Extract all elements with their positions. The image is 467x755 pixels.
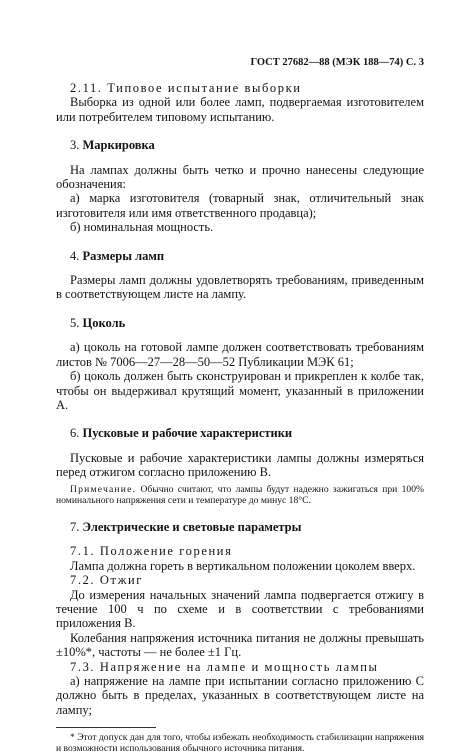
section-5-heading	[56, 316, 424, 330]
section-6-number: 6.	[70, 426, 80, 441]
section-4-number: 4.	[70, 248, 80, 263]
section-5-title: Цоколь	[82, 315, 126, 330]
section-7-3-title: 7.3. Напряжение на лампе и мощность лампы	[70, 659, 379, 674]
section-7-2-title: 7.2. Отжиг	[70, 573, 143, 588]
page-header: ГОСТ 27682—88 (МЭК 188—74) С. 3	[250, 57, 424, 68]
section-3-heading	[56, 138, 424, 152]
note-text: Обычно считают, что лампы будут надежно зажигаться при 100% номинального напряжения сети и температуре до минус 18°С.	[56, 483, 424, 506]
section-7-1-title: 7.1. Положение горения	[70, 544, 233, 559]
section-3-item-b: б) номинальная мощность.	[70, 220, 214, 235]
section-6-text: Пусковые и рабочие характеристики лампы должны измеряться перед отжигом согласно приложению В.	[56, 450, 424, 480]
footnote: * Этот допуск дан для того, чтобы избежать необходимость стабилизации напряжения и возможности использования обычного источника питания.	[56, 732, 424, 755]
note-label: Примечание.	[70, 483, 137, 495]
footnote-divider	[56, 727, 156, 728]
section-3-item-a: а) марка изготовителя (товарный знак, отличительный знак изготовителя или имя ответственного продавца);	[56, 191, 424, 220]
section-7-3-text: а) напряжение на лампе при испытании согласно приложению С должно быть в пределах, указанных в соответствующем листе на лампу;	[56, 674, 424, 717]
section-3-title: Маркировка	[82, 138, 155, 153]
section-2-11-title: 2.11. Типовое испытание выборки	[70, 81, 302, 95]
section-7-2-text-2: Колебания напряжения источника питания не должны превышать ±10%*, частоты — не более ±1 Гц.	[56, 630, 424, 660]
section-7-heading	[56, 520, 424, 534]
section-5-number: 5.	[70, 315, 80, 330]
section-4-title: Размеры ламп	[82, 248, 165, 263]
section-7-number: 7.	[70, 519, 80, 534]
section-5-item-b: б) цоколь должен быть сконструирован и прикреплен к колбе так, чтобы он выдерживал крутящий момент, указанный в приложении А.	[56, 369, 424, 412]
section-6-heading	[56, 426, 424, 440]
section-5-item-a: а) цоколь на готовой лампе должен соответствовать требованиям листов № 7006—27—28—50—52 Публикации МЭК 61;	[56, 340, 424, 369]
section-7-2-text-1: До измерения начальных значений лампа подвергается отжигу в течение 100 ч по схеме и в соответствии с требованиями приложения В.	[56, 587, 424, 631]
section-3-number: 3.	[70, 138, 80, 153]
section-6-note	[56, 484, 424, 506]
section-4-text: Размеры ламп должны удовлетворять требованиям, приведенным в соответствующем листе на лампу.	[56, 273, 424, 302]
section-6-title: Пусковые и рабочие характеристики	[82, 426, 293, 441]
section-7-1-text: Лампа должна гореть в вертикальном положении цоколем вверх.	[70, 558, 416, 573]
section-3-intro: На лампах должны быть четко и прочно нанесены следующие обозначения:	[56, 162, 424, 192]
section-2-11-text: Выборка из одной или более ламп, подвергаемая изготовителем или потребителем типовому испытанию.	[56, 95, 424, 124]
document-body	[56, 81, 424, 755]
section-7-title: Электрические и световые параметры	[82, 519, 302, 534]
section-4-heading	[56, 249, 424, 263]
